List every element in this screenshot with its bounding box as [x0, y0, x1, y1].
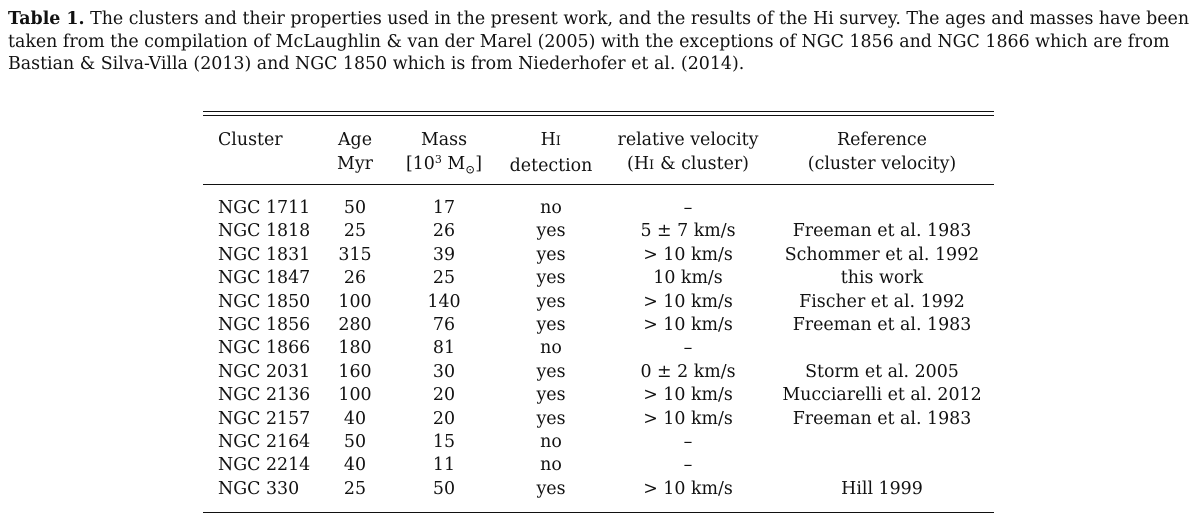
caption-label: Table 1. [8, 9, 85, 29]
header-mass-line1: Mass [420, 130, 468, 150]
header-age [330, 128, 380, 176]
cell-relative-velocity: 0 ± 2 km/s [640, 361, 736, 382]
header-hi-detection [505, 128, 597, 178]
header-reference-line2: (cluster velocity) [807, 154, 957, 174]
cell-cluster: NGC 1856 [218, 315, 311, 335]
cell-age: 315 [338, 244, 372, 265]
cell-reference: Freeman et al. 1983 [792, 408, 972, 429]
table-row [0, 268, 1200, 291]
cell-age: 280 [338, 315, 372, 335]
cell-mass: 30 [432, 361, 456, 382]
cell-relative-velocity: 10 km/s [653, 268, 723, 289]
cell-mass: 50 [432, 478, 456, 499]
cell-reference: Schommer et al. 1992 [784, 244, 980, 265]
cell-hi-detection: no [540, 198, 562, 218]
top-rule-2 [203, 115, 994, 116]
header-age-line2: Myr [337, 154, 373, 174]
cell-mass: 17 [432, 198, 456, 218]
header-reference-line1: Reference [837, 130, 927, 150]
header-velocity-post: & cluster) [654, 154, 749, 174]
header-hi-line2: detection [509, 156, 593, 176]
header-mass-unit-end: ] [475, 154, 483, 174]
table-row [0, 432, 1200, 455]
header-velocity [608, 128, 768, 178]
cell-relative-velocity: – [683, 338, 693, 359]
header-reference [776, 128, 988, 176]
table-row [0, 455, 1200, 478]
cell-hi-detection: yes [536, 291, 566, 312]
header-mass [394, 128, 494, 181]
cell-relative-velocity: > 10 km/s [643, 408, 733, 429]
header-age-line1: Age [338, 130, 372, 150]
cell-relative-velocity: > 10 km/s [643, 244, 733, 265]
header-mass-unit-pre: [10 [405, 154, 435, 174]
cell-mass: 15 [432, 432, 456, 452]
cell-hi-detection: yes [536, 221, 566, 242]
cell-hi-detection: no [540, 455, 562, 476]
cell-age: 50 [343, 432, 367, 452]
cell-reference: Storm et al. 2005 [805, 361, 959, 382]
table-row [0, 245, 1200, 268]
header-hi-i: I [555, 134, 562, 149]
cell-relative-velocity: – [683, 455, 693, 476]
cell-reference: Freeman et al. 1983 [792, 221, 972, 242]
cell-age: 40 [343, 455, 367, 476]
cell-age: 26 [343, 268, 367, 289]
header-hi-h: H [540, 130, 556, 150]
cell-cluster: NGC 1866 [218, 338, 311, 359]
cell-mass: 11 [432, 455, 456, 476]
cell-mass: 20 [432, 385, 456, 406]
cell-hi-detection: yes [536, 268, 566, 289]
cell-hi-detection: yes [536, 478, 566, 499]
cell-age: 100 [338, 291, 372, 312]
bottom-rule [203, 512, 994, 513]
header-rule [203, 184, 994, 185]
cell-reference: this work [840, 268, 924, 289]
cell-reference: Freeman et al. 1983 [792, 315, 972, 335]
cell-cluster: NGC 2157 [218, 408, 311, 429]
cell-age: 40 [343, 408, 367, 429]
header-mass-unit-m: M [441, 154, 466, 174]
header-velocity-pre: (H [627, 154, 649, 174]
cell-age: 100 [338, 385, 372, 406]
cell-mass: 140 [427, 291, 461, 312]
cell-cluster: NGC 2136 [218, 385, 311, 406]
cell-mass: 81 [432, 338, 456, 359]
table-row [0, 315, 1200, 338]
table-row [0, 221, 1200, 244]
cell-cluster: NGC 1818 [218, 221, 311, 242]
cell-cluster: NGC 1847 [218, 268, 311, 289]
top-rule-1 [203, 111, 994, 112]
table-row [0, 338, 1200, 361]
cell-age: 50 [343, 198, 367, 218]
cell-age: 160 [338, 361, 372, 382]
cell-mass: 39 [432, 244, 456, 265]
table-row [0, 409, 1200, 432]
cell-reference: Fischer et al. 1992 [799, 291, 965, 312]
header-velocity-i: I [648, 158, 655, 173]
header-mass-unit-sun: ⊙ [465, 162, 476, 177]
cell-cluster: NGC 1831 [218, 244, 311, 265]
cell-relative-velocity: > 10 km/s [643, 478, 733, 499]
cell-age: 180 [338, 338, 372, 359]
cell-cluster: NGC 2164 [218, 432, 311, 452]
cell-mass: 26 [432, 221, 456, 242]
cell-hi-detection: no [540, 338, 562, 359]
cell-cluster: NGC 1850 [218, 291, 311, 312]
cell-hi-detection: yes [536, 385, 566, 406]
cell-reference: Hill 1999 [841, 478, 923, 499]
cell-hi-detection: yes [536, 361, 566, 382]
header-cluster: Cluster [218, 130, 283, 150]
header-mass-line2 [394, 152, 494, 181]
cell-age: 25 [343, 221, 367, 242]
cell-mass: 20 [432, 408, 456, 429]
cell-relative-velocity: > 10 km/s [643, 291, 733, 312]
cell-mass: 25 [432, 268, 456, 289]
cell-relative-velocity: 5 ± 7 km/s [640, 221, 736, 242]
table-caption [8, 8, 1194, 76]
table-row [0, 385, 1200, 408]
header-hi-line1 [505, 128, 597, 154]
header-mass-unit-exp: 3 [434, 153, 442, 166]
table-row [0, 362, 1200, 385]
cell-cluster: NGC 330 [218, 478, 300, 499]
cell-hi-detection: yes [536, 244, 566, 265]
header-velocity-line1: relative velocity [617, 130, 759, 150]
caption-text: The clusters and their properties used in the present work, and the results of the Hi survey. The ages and masses have been taken from the compilation of McLaughlin & van der Marel (2005) with the exceptions of NGC 1856 and NGC 1866 which are from Bastian & Silva-Villa (2013) and NGC 1850 which is from Niederhofer et al. (2014). [8, 9, 1190, 74]
cell-cluster: NGC 2031 [218, 361, 311, 382]
cell-relative-velocity: – [683, 432, 693, 452]
cell-cluster: NGC 1711 [218, 198, 311, 218]
table-row [0, 479, 1200, 502]
cell-cluster: NGC 2214 [218, 455, 311, 476]
table-row [0, 198, 1200, 221]
cell-hi-detection: yes [536, 315, 566, 335]
cell-relative-velocity: > 10 km/s [643, 385, 733, 406]
cell-relative-velocity: – [683, 198, 693, 218]
cell-relative-velocity: > 10 km/s [643, 315, 733, 335]
cell-mass: 76 [432, 315, 456, 335]
cell-hi-detection: yes [536, 408, 566, 429]
table-row [0, 292, 1200, 315]
header-velocity-line2 [608, 152, 768, 178]
cell-age: 25 [343, 478, 367, 499]
cell-hi-detection: no [540, 432, 562, 452]
cell-reference: Mucciarelli et al. 2012 [782, 385, 982, 406]
